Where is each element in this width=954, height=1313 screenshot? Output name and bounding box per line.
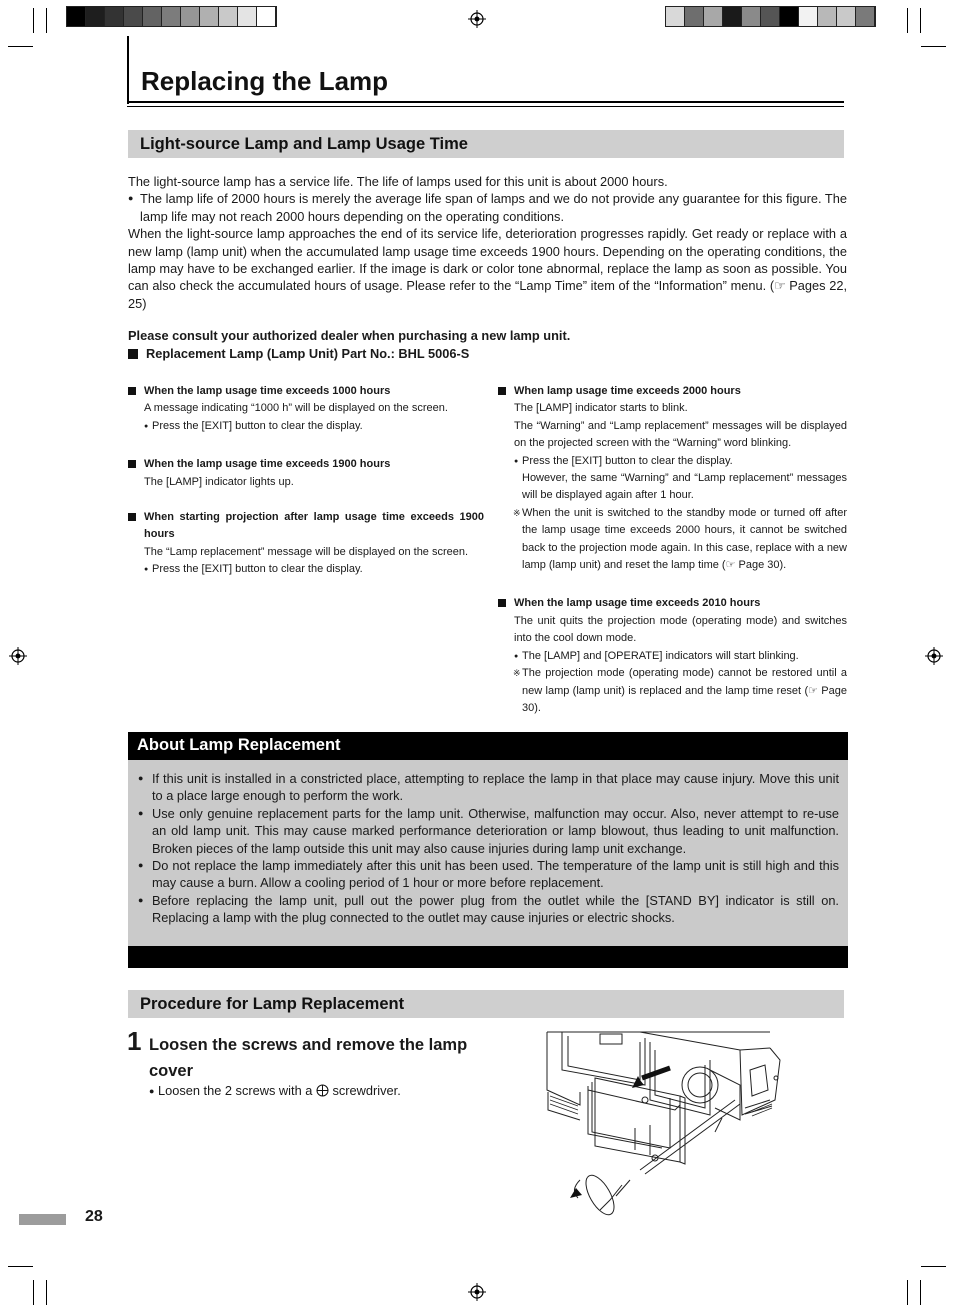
crop-mark xyxy=(907,8,908,33)
section-body xyxy=(128,173,847,312)
step-title: Loosen the screws and remove the lamp cover xyxy=(149,1036,468,1080)
color-strip-right xyxy=(665,6,876,27)
page-title: Replacing the Lamp xyxy=(141,66,389,96)
bullet-item: ● The [LAMP] and [OPERATE] indicators will start blinking. xyxy=(498,648,847,665)
warning-list xyxy=(138,770,839,927)
text-line: However, the same “Warning” and “Lamp replacement” messages will be displayed again after 1 hour. xyxy=(522,472,847,502)
section-heading: Light-source Lamp and Lamp Usage Time xyxy=(140,135,468,153)
step-note xyxy=(149,1082,401,1100)
crop-mark xyxy=(921,46,946,47)
bullet-item: ● Press the [EXIT] button to clear the display. xyxy=(498,453,847,470)
subheading: When lamp usage time exceeds 2000 hours xyxy=(498,383,847,400)
warning-heading: About Lamp Replacement xyxy=(137,736,341,754)
bullet-item: ● The lamp life of 2000 hours is merely the average life span of lamps and we do not provide any guarantee for this figure. The lamp life may not reach 2000 hours depending on the operating conditions. xyxy=(128,190,847,225)
bullet-item: ● Press the [EXIT] button to clear the display. xyxy=(128,418,484,435)
phillips-screwdriver-icon xyxy=(316,1084,329,1097)
subheading: When the lamp usage time exceeds 1000 hours xyxy=(128,383,484,400)
dealer-note: Please consult your authorized dealer when purchasing a new lamp unit. xyxy=(128,328,571,343)
warning-item: ● Before replacing the lamp unit, pull out the power plug from the outlet while the [STAND BY] indicator is still on. Replacing a lamp with the plug connected to the outlet may cause injuries or electric shocks. xyxy=(138,892,839,927)
part-number xyxy=(128,345,469,362)
step-number: 1 xyxy=(127,1026,142,1056)
subheading: When starting projection after lamp usage time exceeds 1900 hours xyxy=(128,509,484,544)
text-line: The “Warning” and “Lamp replacement” messages will be displayed on the projected screen with the “Warning” word blinking. xyxy=(514,419,847,450)
paragraph: The light-source lamp has a service life. The life of lamps used for this unit is about 2000 hours. xyxy=(128,174,668,189)
bullet-dot-icon: ● xyxy=(149,1086,155,1096)
warning-item: ● If this unit is installed in a constricted place, attempting to replace the lamp in that place may cause injury. Move this unit to a place large enough to perform the work. xyxy=(138,770,839,805)
paragraph: When the light-source lamp approaches the end of its service life, deterioration progresses rapidly. Get ready or replace with a new lamp (lamp unit) when the accumulated lamp usage time exceeds 1900 hours. Depending on the operating conditions, the lamp may have to be exchanged earlier. If the image is dark or color tone abnormal, replace the lamp as soon as possible. You can also check the accumulated hours of usage. Please refer to the “Lamp Time” item of the “Information” menu. (☞ Pages 22, 25) xyxy=(128,226,847,311)
part-number-text: Replacement Lamp (Lamp Unit) Part No.: BHL 5006-S xyxy=(146,346,470,361)
page-number: 28 xyxy=(85,1208,103,1225)
subheading: When the lamp usage time exceeds 1900 hours xyxy=(128,456,484,473)
section-heading: Procedure for Lamp Replacement xyxy=(140,995,405,1013)
page-number-bar xyxy=(19,1214,66,1225)
warning-item: ● Do not replace the lamp immediately after this unit has been used. The temperature of the lamp unit is still high and this may cause a burn. Allow a cooling period of 1 hour or more before replacement. xyxy=(138,857,839,892)
registration-mark-icon xyxy=(468,10,486,28)
bullet-item: ● Press the [EXIT] button to clear the display. xyxy=(128,561,484,578)
crop-mark xyxy=(920,1280,921,1305)
crop-mark xyxy=(46,8,47,33)
text-line: The [LAMP] indicator lights up. xyxy=(144,475,294,488)
crop-mark xyxy=(8,1266,33,1267)
text-line: The [LAMP] indicator starts to blink. xyxy=(514,402,688,415)
crop-mark xyxy=(920,8,921,33)
lamp-cover-illustration xyxy=(540,1030,790,1216)
crop-mark xyxy=(921,1266,946,1267)
text-line: The “Lamp replacement” message will be displayed on the screen. xyxy=(144,545,469,558)
crop-mark xyxy=(907,1280,908,1305)
crop-mark xyxy=(33,8,34,33)
crop-mark xyxy=(46,1280,47,1305)
title-rule xyxy=(127,101,844,103)
subheading: When the lamp usage time exceeds 2010 hours xyxy=(498,595,847,612)
step-note-text: Loosen the 2 screws with a xyxy=(158,1083,313,1098)
warning-footer-bar xyxy=(128,946,848,968)
title-vertical-rule xyxy=(127,36,129,104)
right-column xyxy=(498,383,847,717)
warning-heading-bar xyxy=(128,732,848,760)
title-rule-thin xyxy=(127,106,844,107)
registration-mark-icon xyxy=(468,1283,486,1301)
registration-mark-icon xyxy=(9,647,27,665)
warning-item: ● Use only genuine replacement parts for the lamp unit. Otherwise, malfunction may occur. Also, never attempt to re-use an old lamp unit. This may cause marked performance deterioration or lamp blowout, thus leading to unit malfunction. Broken pieces of the lamp outside this unit may also cause injuries during lamp unit exchange. xyxy=(138,805,839,857)
reference-note: ※ When the unit is switched to the standby mode or turned off after the lamp usage time exceeds 2000 hours, it cannot be switched back to the projection mode again. In this case, replace with a new lamp (lamp unit) and reset the lamp time (☞ Page 30). xyxy=(498,505,847,575)
section-heading-bar xyxy=(128,130,844,158)
text-line: The unit quits the projection mode (operating mode) and switches into the cool down mode. xyxy=(514,614,847,645)
reference-note: ※ The projection mode (operating mode) cannot be restored until a new lamp (lamp unit) is replaced and the lamp time reset (☞ Page 30). xyxy=(498,665,847,717)
crop-mark xyxy=(33,1280,34,1305)
registration-mark-icon xyxy=(925,647,943,665)
section-heading-bar xyxy=(128,990,844,1018)
step-note-text-end: screwdriver. xyxy=(332,1083,401,1098)
color-strip-left xyxy=(66,6,277,27)
text-line: A message indicating “1000 h” will be displayed on the screen. xyxy=(144,402,448,415)
crop-mark xyxy=(8,46,33,47)
left-column xyxy=(128,383,484,579)
warning-box xyxy=(128,732,848,968)
square-bullet-icon xyxy=(128,349,138,359)
